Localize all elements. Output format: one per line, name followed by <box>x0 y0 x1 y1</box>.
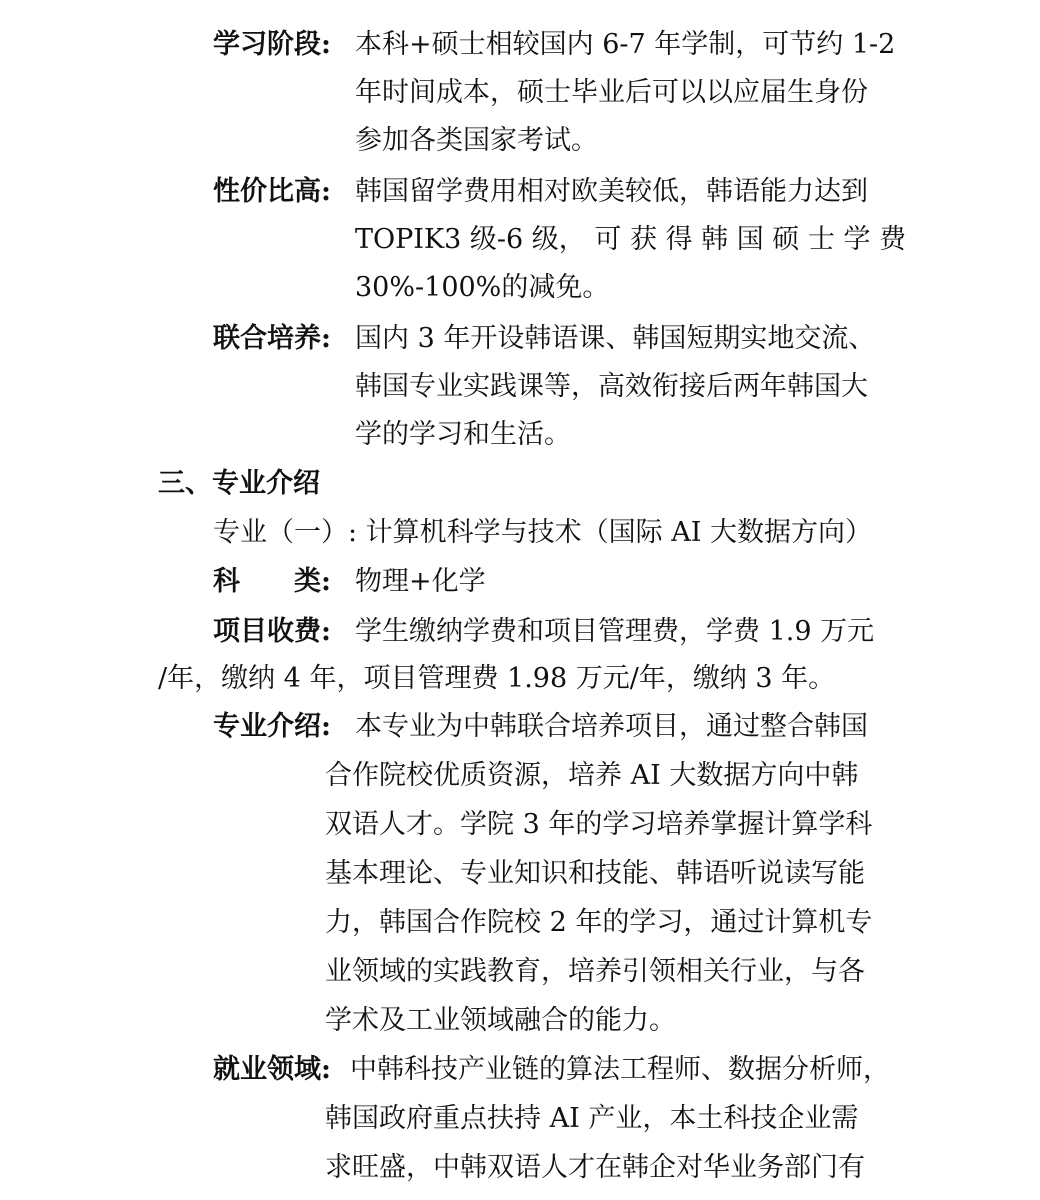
fee-line: 学生缴纳学费和项目管理费，学费 1.9 万元 <box>355 616 875 647</box>
intro-line: 力，韩国合作院校 2 年的学习，通过计算机专 <box>325 907 873 938</box>
intro-line: 本专业为中韩联合培养项目，通过整合韩国 <box>355 711 868 742</box>
section-label-cost-effective: 性价比高: <box>213 176 331 207</box>
fee-line: /年，缴纳 4 年，项目管理费 1.98 万元/年，缴纳 3 年。 <box>158 663 836 694</box>
category-value: 物理+化学 <box>355 566 486 597</box>
section-line: 本科+硕士相较国内 6-7 年学制，可节约 1-2 <box>355 29 896 60</box>
section-line: 学的学习和生活。 <box>355 419 571 450</box>
section-line: 韩国专业实践课等，高效衔接后两年韩国大 <box>355 371 868 402</box>
career-line: 韩国政府重点扶持 AI 产业，本土科技企业需 <box>325 1103 859 1134</box>
intro-line: 基本理论、专业知识和技能、韩语听说读写能 <box>325 858 865 889</box>
major-title: 专业（一）: 计算机科学与技术（国际 AI 大数据方向） <box>213 517 873 548</box>
intro-line: 学术及工业领域融合的能力。 <box>325 1005 676 1036</box>
section-line: 国内 3 年开设韩语课、韩国短期实地交流、 <box>355 323 876 354</box>
career-line: 求旺盛，中韩双语人才在韩企对华业务部门有 <box>325 1152 865 1183</box>
section-line: 韩国留学费用相对欧美较低，韩语能力达到 <box>355 176 868 207</box>
section-label-joint-training: 联合培养: <box>213 323 331 354</box>
section-heading: 三、专业介绍 <box>158 468 320 499</box>
section-label-study-stage: 学习阶段: <box>213 29 331 60</box>
fee-label: 项目收费: <box>213 616 331 647</box>
section-line: TOPIK3 级-6 级， 可 获 得 韩 国 硕 士 学 费 <box>355 224 907 255</box>
intro-line: 合作院校优质资源，培养 AI 大数据方向中韩 <box>325 760 859 791</box>
section-line: 年时间成本，硕士毕业后可以以应届生身份 <box>355 77 868 108</box>
career-label: 就业领域: <box>213 1054 331 1085</box>
intro-label: 专业介绍: <box>213 711 331 742</box>
intro-line: 双语人才。学院 3 年的学习培养掌握计算学科 <box>325 809 873 840</box>
intro-line: 业领域的实践教育，培养引领相关行业，与各 <box>325 956 865 987</box>
career-line: 中韩科技产业链的算法工程师、数据分析师， <box>350 1054 890 1085</box>
section-line: 参加各类国家考试。 <box>355 125 598 156</box>
category-label: 科 类: <box>213 566 331 597</box>
section-line: 30%-100%的减免。 <box>355 272 610 303</box>
